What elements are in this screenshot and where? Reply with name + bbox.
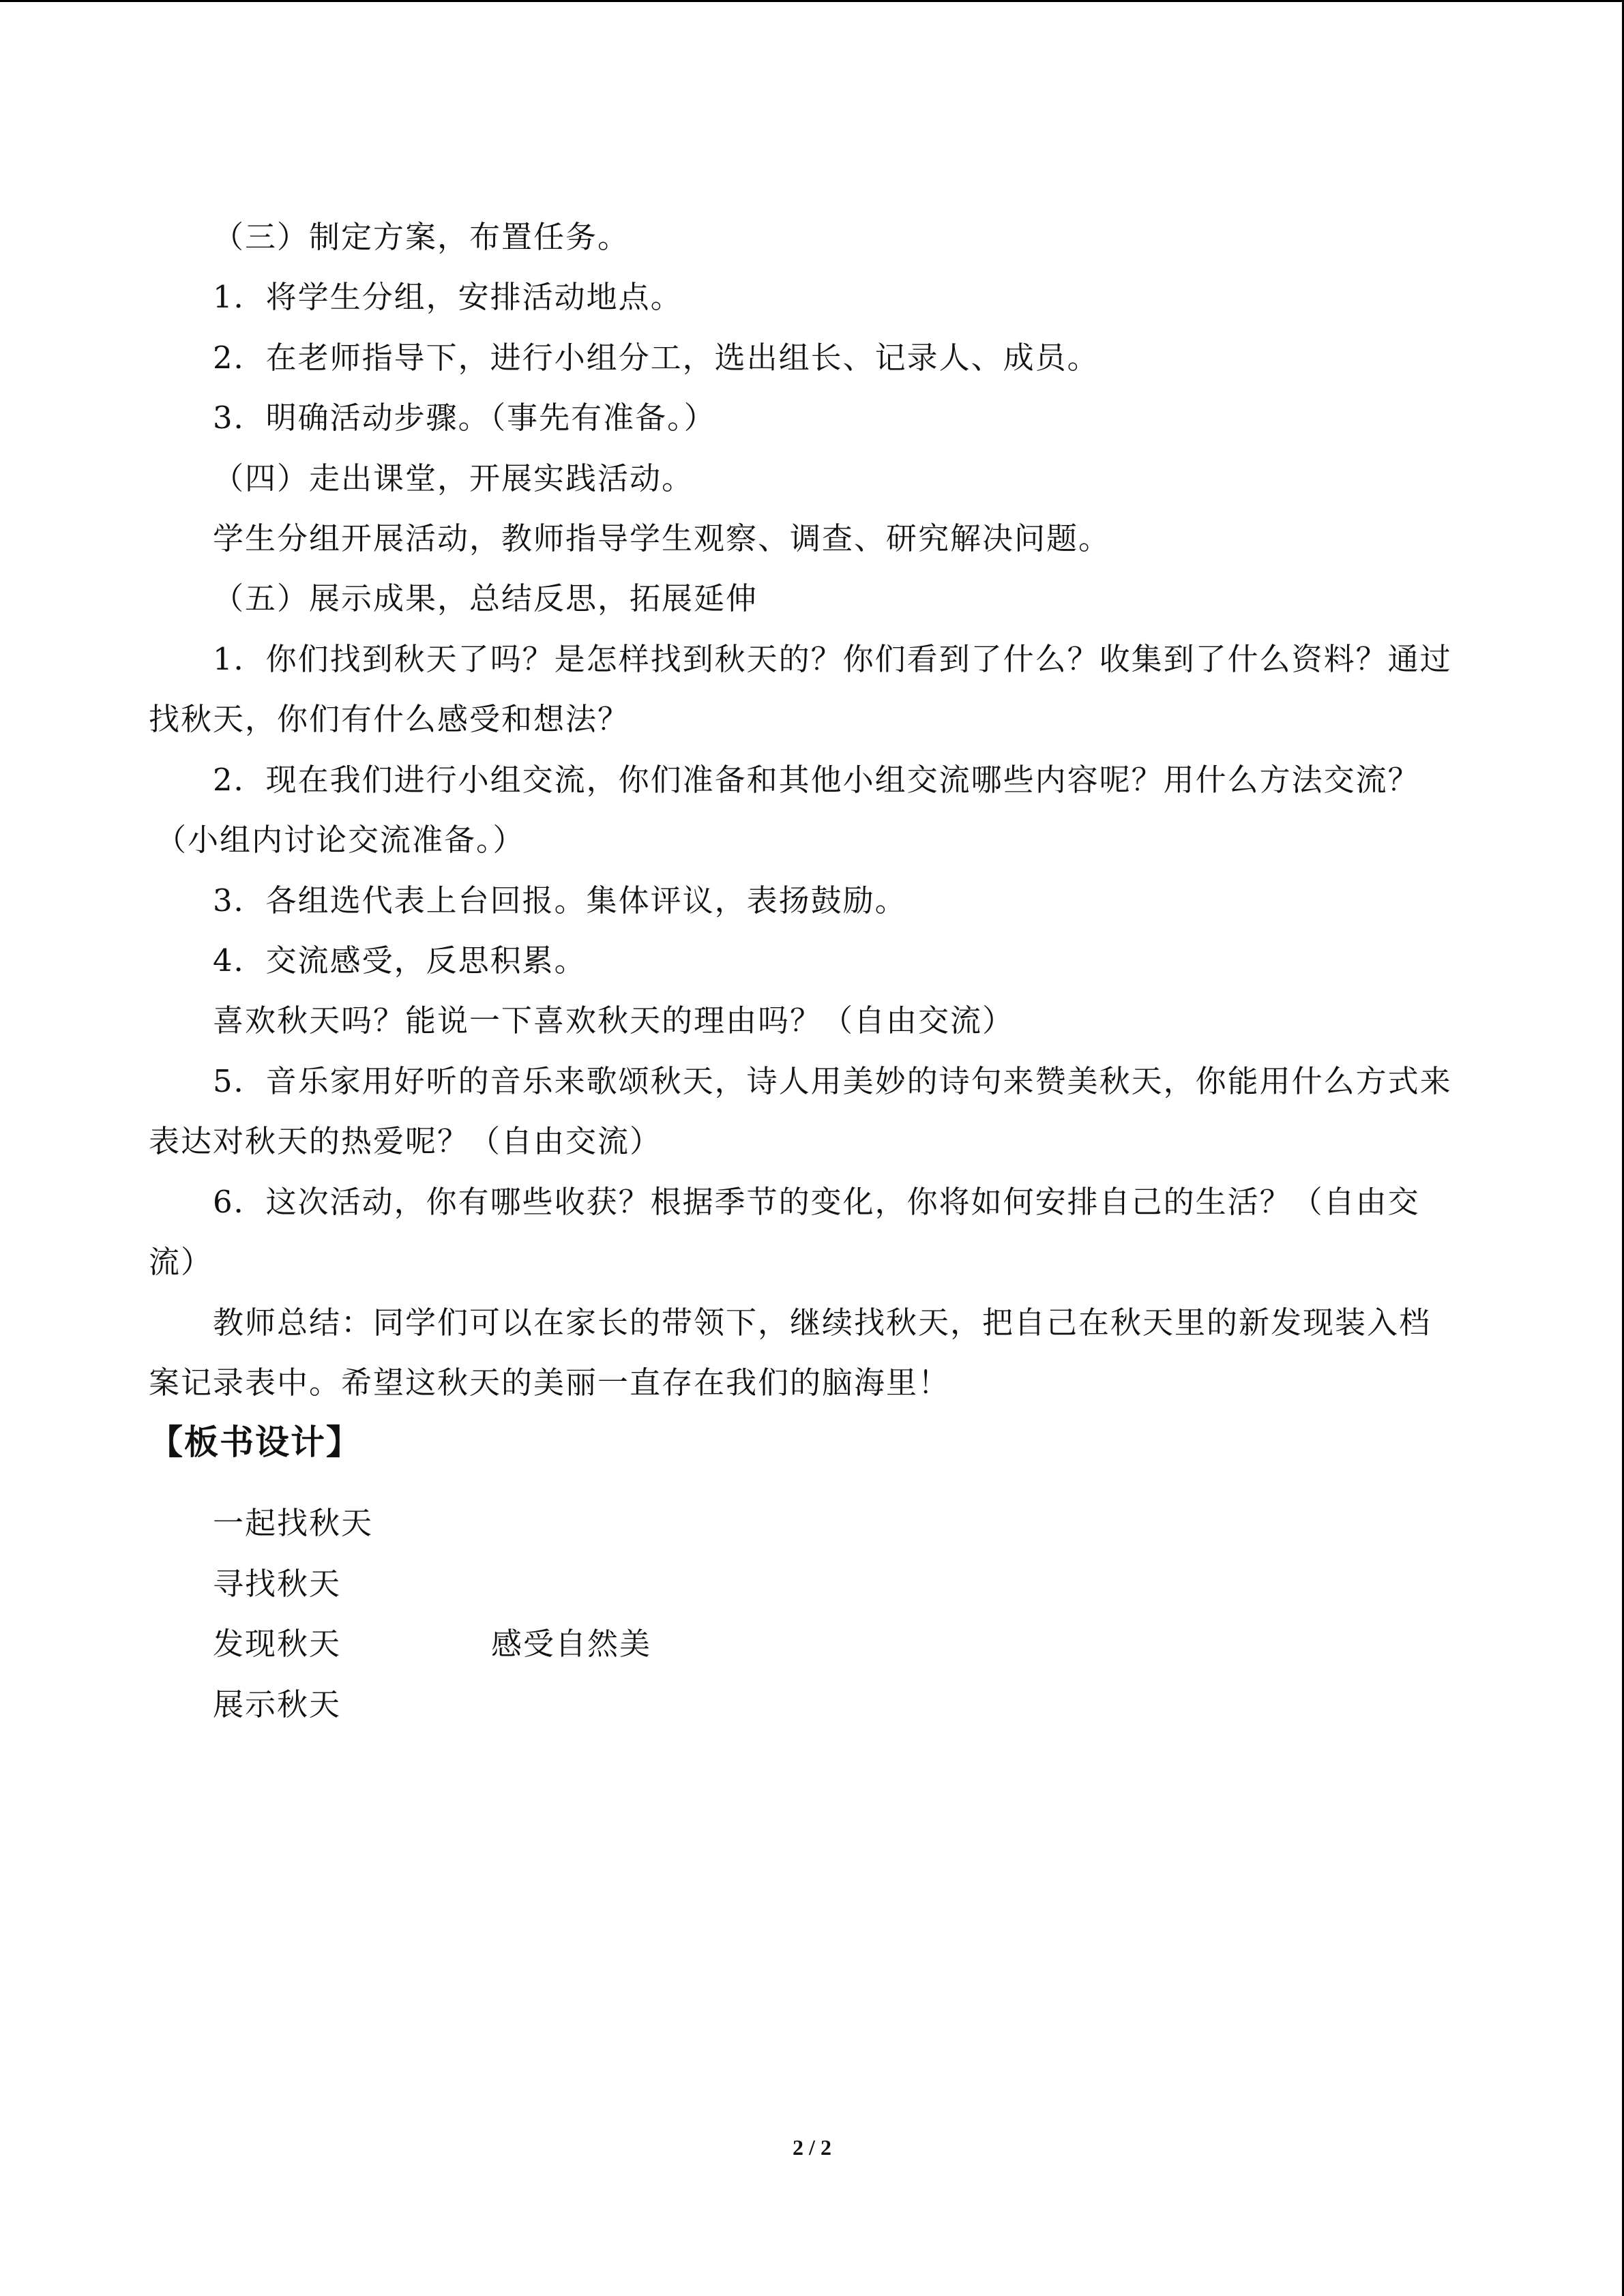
board-title: 一起找秋天 bbox=[213, 1505, 374, 1541]
paragraph-step-3-heading: （三）制定方案，布置任务。 bbox=[213, 219, 630, 255]
paragraph-item: 1．将学生分组，安排活动地点。 bbox=[213, 279, 683, 315]
board-item: 寻找秋天 bbox=[213, 1566, 342, 1602]
paragraph-item: 5．音乐家用好听的音乐来歌颂秋天，诗人用美妙的诗句来赞美秋天，你能用什么方式来 bbox=[213, 1063, 1452, 1099]
paragraph-continuation: 表达对秋天的热爱呢？（自由交流） bbox=[149, 1123, 662, 1159]
page-number: 2 / 2 bbox=[793, 2135, 831, 2160]
board-item: 展示秋天 bbox=[213, 1686, 342, 1723]
board-item-right: 感受自然美 bbox=[491, 1626, 652, 1662]
paragraph-step-4-heading: （四）走出课堂，开展实践活动。 bbox=[213, 460, 694, 496]
paragraph-text: 学生分组开展活动，教师指导学生观察、调查、研究解决问题。 bbox=[213, 520, 1111, 556]
paragraph-summary: 教师总结：同学们可以在家长的带领下，继续找秋天，把自己在秋天里的新发现装入档 bbox=[213, 1304, 1432, 1341]
paragraph-item: 6．这次活动，你有哪些收获？根据季节的变化，你将如何安排自己的生活？（自由交 bbox=[213, 1184, 1420, 1220]
paragraph-continuation: 案记录表中。希望这秋天的美丽一直存在我们的脑海里！ bbox=[149, 1365, 951, 1401]
board-item: 发现秋天 bbox=[213, 1626, 342, 1662]
paragraph-item: 2．在老师指导下，进行小组分工，选出组长、记录人、成员。 bbox=[213, 340, 1099, 376]
paragraph-item: 2．现在我们进行小组交流，你们准备和其他小组交流哪些内容呢？用什么方法交流？ bbox=[213, 762, 1420, 798]
paragraph-item: 1．你们找到秋天了吗？是怎样找到秋天的？你们看到了什么？收集到了什么资料？通过 bbox=[213, 641, 1452, 677]
paragraph-step-5-heading: （五）展示成果，总结反思，拓展延伸 bbox=[213, 580, 758, 616]
board-design-heading: 【板书设计】 bbox=[149, 1422, 361, 1462]
paragraph-continuation: （小组内讨论交流准备。） bbox=[156, 822, 525, 858]
paragraph-continuation: 流） bbox=[149, 1244, 213, 1280]
paragraph-item: 3．各组选代表上台回报。集体评议，表扬鼓励。 bbox=[213, 882, 907, 919]
paragraph-item: 3．明确活动步骤。（事先有准备。） bbox=[213, 400, 716, 436]
paragraph-continuation: 找秋天，你们有什么感受和想法？ bbox=[149, 701, 630, 737]
paragraph-text: 喜欢秋天吗？能说一下喜欢秋天的理由吗？（自由交流） bbox=[213, 1002, 1015, 1039]
paragraph-item: 4．交流感受，反思积累。 bbox=[213, 942, 587, 979]
